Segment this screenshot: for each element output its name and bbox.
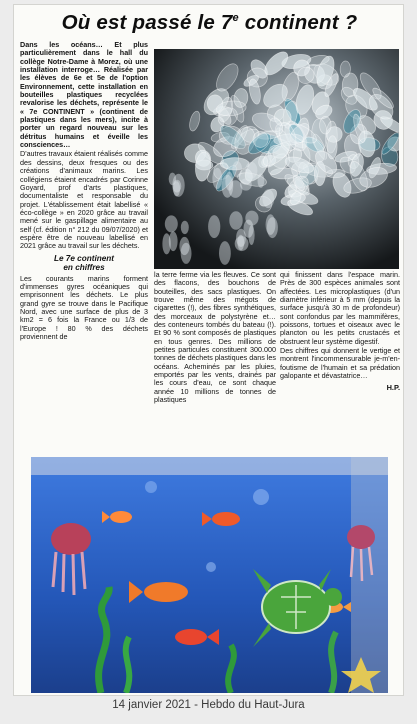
article-column-2 xyxy=(154,271,276,451)
article-column-1 xyxy=(20,41,148,451)
hanging-bottle-shape xyxy=(219,241,231,265)
article-paragraph-3: Les courants marins forment d'immenses gyres océaniques qui emprisonnent les déchets. Le plus grand gyre se trouve dans le Pacifique Nord, avec une surface de plus de 3 km2 = 6 fois la France ou 1/3 de l'Europe ! 80 % des déchets proviennent de xyxy=(20,273,148,341)
clipping-caption: 14 janvier 2021 - Hebdo du Haut-Jura xyxy=(112,699,305,711)
hanging-bottle-shape xyxy=(237,235,244,251)
plastic-bottle-installation-image xyxy=(154,49,399,269)
hanging-bottle-shape xyxy=(240,178,252,190)
headline-text: Où est passé le 7 xyxy=(61,11,233,34)
installation-photo xyxy=(154,49,399,269)
article-column-3-paragraph-2: Des chiffres qui donnent le vertige et montrent l'incommensurable je-m'en-foutisme de l'humain et sa prédation galopante et dévastatrice… xyxy=(280,346,400,381)
article-signature: H.P. xyxy=(386,383,400,393)
hanging-bottle-shape xyxy=(245,211,258,226)
article-paragraph-2: D'autres travaux étaient réalisés comme des dessins, deux fresques ou des créations d'animaux marins. Les collégiens étaient encadrés par Corinne Goyard, prof d'arts plastiques, documentaliste et responsable du projet. L'établissement était labellisé « éco-collège » en 2020 grâce au travail mené sur le gaspillage alimentaire au self (cf. édition n° 212 du 09/07/2020) et espère être de nouveau labellisé en 2021 grâce au travail sur les déchets. xyxy=(20,149,148,251)
fresco-photo xyxy=(31,457,388,693)
hanging-bottle-shape xyxy=(248,225,254,245)
hanging-bottle-shape xyxy=(232,161,242,177)
sea-fresco-image xyxy=(31,457,388,693)
newspaper-clipping xyxy=(13,4,404,696)
hanging-bottle-shape xyxy=(165,215,178,232)
hanging-bottle-shape xyxy=(162,233,170,254)
hanging-bottle-shape xyxy=(245,162,257,179)
headline-superscript: e xyxy=(232,12,239,24)
hanging-bottle-shape xyxy=(181,221,189,234)
hanging-bottle-shape xyxy=(212,168,222,189)
hanging-bottle-shape xyxy=(208,215,220,238)
hanging-bottle-shape xyxy=(173,181,180,196)
article-headline xyxy=(14,11,404,35)
article-column-3-paragraph-1: qui finissent dans l'espace marin. Près de 300 espèces animales sont affectées. Les microplastiques (d'un diamètre inférieur à 5 mm (depuis la surface jusqu'à 30 m de profondeur) sont confondus par les mammifères, poissons, tortues et oiseaux avec le plancton ou les petits crustacés et obstruent leur système digestif. xyxy=(280,271,400,346)
hanging-bottle-shape xyxy=(258,173,265,187)
article-column-3 xyxy=(280,271,400,451)
article-lead: Dans les océans… Et plus particulièrement dans le hall du collège Notre-Dame à Morez, où une installation interroge… Réalisée par les élèves de 6e et 5e de l'option Environnement, cette installation en bouteilles plastiques recyclées revalorise les déchets, représente le « 7e CONTINENT » (continent de plastiques dans les mers), incite à porter un regard nouveau sur les détritus humains et éveille les consciences… xyxy=(20,41,148,150)
hanging-bottle-shape xyxy=(225,172,233,191)
hanging-bottle-shape xyxy=(229,211,242,230)
article-column-2-text: la terre ferme via les fleuves. Ce sont des flacons, des bouchons de bouteilles, des sacs plastiques. On trouve même des mégots de cigarettes (!), des fibres synthétiques, des morceaux de polystyrène et… des conteneurs tombés du bateau (!). Et 90 % sont composés de plastiques en tous genres. Des millions de petites particules constituent 300.000 tonnes de déchets plastiques dans les océans. Acheminés par les pluies, emportés par les vents, drainés par les cours d'eau, ce sont chaque année 10 millions de tonnes de plastiques xyxy=(154,271,276,405)
headline-tail: continent ? xyxy=(238,11,358,34)
hanging-bottle-shape xyxy=(181,243,192,264)
hanging-bottle-shape xyxy=(263,189,275,208)
subhead-line-2: en chiffres xyxy=(63,262,105,272)
subhead-line-1: Le 7e continent xyxy=(53,253,115,263)
article-subhead xyxy=(20,254,148,272)
hanging-bottle-shape xyxy=(267,217,278,238)
plastic-bottle-shape xyxy=(319,116,331,134)
